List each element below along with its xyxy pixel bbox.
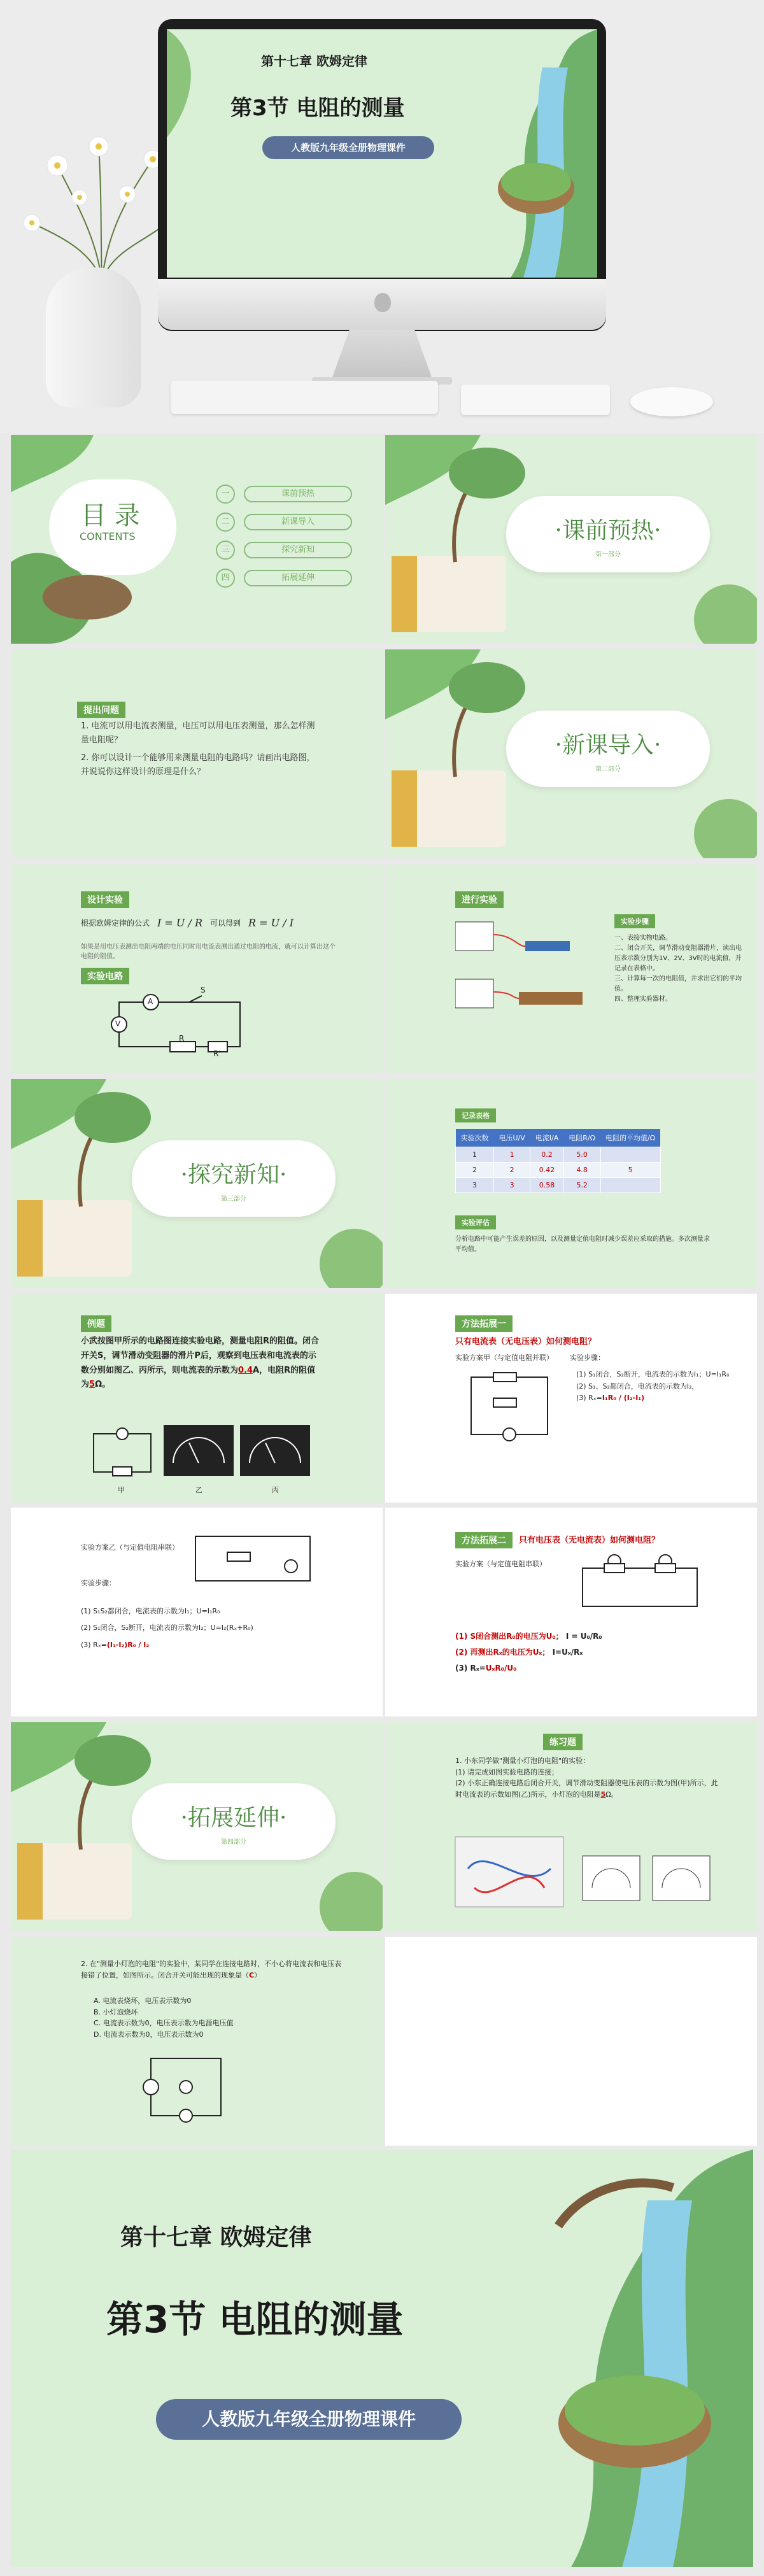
table-cell bbox=[600, 1147, 660, 1163]
section-pill bbox=[506, 496, 710, 572]
practice-text bbox=[455, 1755, 723, 1800]
practice-figures bbox=[449, 1830, 729, 1913]
example-tag: 例题 bbox=[81, 1315, 111, 1332]
question-2: 2. 你可以设计一个能够用来测量电阻的电路吗？请画出电路图，并说说你这样设计的原理是什么？ bbox=[81, 753, 315, 777]
example-text bbox=[81, 1334, 323, 1392]
method2-plan: 实验方案（与定值电阻串联） bbox=[455, 1560, 546, 1568]
toc-label: 探究新知 bbox=[244, 542, 352, 558]
circuit-tag: 实验电路 bbox=[81, 968, 129, 984]
eval-tag: 实验评估 bbox=[455, 1215, 496, 1229]
table-cell: 1 bbox=[494, 1147, 530, 1163]
final-chapter: 第十七章 欧姆定律 bbox=[120, 2225, 312, 2251]
method1-step-2: (2) S₁、S₂都闭合，电流表的示数为I₂， bbox=[576, 1382, 699, 1391]
formula-line bbox=[81, 917, 294, 929]
table-header: 实验次数 bbox=[456, 1129, 494, 1147]
final-banner bbox=[11, 2149, 753, 2567]
slide-method-1 bbox=[385, 1294, 757, 1503]
toc-label: 拓展延伸 bbox=[244, 570, 352, 586]
toc-label: 课前预热 bbox=[244, 486, 352, 502]
table-cell: 5.2 bbox=[563, 1178, 600, 1193]
section-subtitle: 第四部分 bbox=[221, 1839, 246, 1846]
hero-mockup bbox=[0, 0, 764, 433]
hero-title: 第3节 电阻的测量 bbox=[230, 96, 405, 121]
formula-1: I = U / R bbox=[157, 917, 203, 929]
apple-logo-icon bbox=[374, 293, 391, 312]
slide-method-2 bbox=[385, 1508, 757, 1716]
contents-subtitle: CONTENTS bbox=[80, 530, 136, 542]
method1-plan: 实验方案甲（与定值电阻并联） bbox=[455, 1354, 553, 1362]
table-cell: 3 bbox=[456, 1178, 494, 1193]
formula-connector: 可以得到 bbox=[210, 919, 241, 928]
circuit-diagram bbox=[106, 989, 253, 1059]
contents-title: 目 录 bbox=[81, 501, 140, 530]
figure-label-b: 乙 bbox=[195, 1486, 202, 1494]
method2-step-2: (2) 再测出Rₓ的电压为Uₓ； bbox=[455, 1648, 550, 1657]
slide-method-1b bbox=[11, 1508, 383, 1716]
steps-tag: 实验步骤 bbox=[614, 914, 655, 928]
method1-formula: I₁R₀ / (I₂-I₁) bbox=[602, 1394, 645, 1403]
table-cell: 5.0 bbox=[563, 1147, 600, 1163]
step-3: 三、计算每一次的电阻值，并求出它们的平均值。 bbox=[614, 975, 742, 993]
example-answer-2: 5 bbox=[89, 1380, 96, 1390]
meter-dials bbox=[164, 1425, 310, 1482]
slide-design bbox=[11, 865, 383, 1073]
method1b-step-1: (1) S₁S₂都闭合，电流表的示数为I₁；U=I₁R₀ bbox=[81, 1607, 220, 1615]
trackpad bbox=[461, 385, 610, 415]
practice2-question bbox=[81, 1958, 348, 1981]
slide-question bbox=[11, 649, 383, 858]
proceed-tag: 进行实验 bbox=[455, 891, 504, 908]
slide-section-2 bbox=[385, 649, 757, 858]
design-tag: 设计实验 bbox=[81, 891, 129, 908]
toc-number: 三 bbox=[216, 541, 235, 560]
toc-item-2[interactable] bbox=[216, 513, 370, 532]
steps-list bbox=[614, 933, 742, 1005]
table-header: 电压U/V bbox=[494, 1129, 530, 1147]
example-answer-1: 0.4 bbox=[238, 1365, 253, 1375]
section-subtitle: 第三部分 bbox=[221, 1196, 246, 1203]
practice2-circuit bbox=[138, 2049, 234, 2125]
method2-steps bbox=[455, 1629, 748, 1677]
method2-formula: UₓR₀/U₀ bbox=[485, 1664, 517, 1673]
mouse bbox=[630, 387, 713, 416]
table-cell: 1 bbox=[456, 1147, 494, 1163]
slide-practice-2 bbox=[11, 1937, 383, 2146]
method1-step-1: (1) S₁闭合，S₂断开，电流表的示数为I₁；U=I₁R₀ bbox=[576, 1370, 730, 1378]
rheostat-label: R' bbox=[213, 1049, 221, 1058]
table-header: 电阻的平均值/Ω bbox=[600, 1129, 660, 1147]
record-table bbox=[455, 1129, 661, 1193]
toc-item-4[interactable] bbox=[216, 569, 370, 588]
practice-unit: Ω。 bbox=[605, 1790, 618, 1799]
table-cell: 0.2 bbox=[530, 1147, 563, 1163]
resistor-label: R bbox=[179, 1034, 185, 1043]
method1-tag: 方法拓展一 bbox=[455, 1315, 513, 1332]
method1-title: 只有电流表（无电压表）如何测电阻？ bbox=[455, 1337, 597, 1347]
section-pill bbox=[132, 1140, 336, 1217]
final-badge: 人教版九年级全册物理课件 bbox=[156, 2399, 462, 2440]
table-row bbox=[456, 1163, 661, 1178]
slide-section-4 bbox=[11, 1722, 383, 1931]
method1b-circuit bbox=[189, 1527, 316, 1590]
option-b: B. 小灯泡烧坏 bbox=[94, 2007, 138, 2016]
step-2: 二、闭合开关，调节滑动变阻器滑片，读出电压表示数分别为1V、2V、3V时的电流值，并记录在表格中。 bbox=[614, 945, 742, 972]
question-tag: 提出问题 bbox=[77, 702, 125, 718]
section-title: ·新课导入· bbox=[555, 732, 661, 758]
method2-step-3: (3) Rₓ= bbox=[455, 1664, 486, 1673]
table-tag: 记录表格 bbox=[455, 1108, 496, 1122]
example-circuit bbox=[87, 1427, 157, 1485]
design-note: 如果是用电压表测出电阻两端的电压同时用电流表测出通过电阻的电流，就可以计算出这个电阻的阻值。 bbox=[81, 944, 336, 960]
method2-tag: 方法拓展二 bbox=[455, 1532, 513, 1548]
section-subtitle: 第一部分 bbox=[595, 551, 621, 558]
final-title: 第3节 电阻的测量 bbox=[106, 2298, 404, 2341]
slide-table bbox=[385, 1079, 757, 1288]
formula-2: R = U / I bbox=[248, 917, 294, 929]
method2-step-1: (1) S闭合测出R₀的电压为U₀； bbox=[455, 1632, 563, 1641]
method1-steps-title: 实验步骤： bbox=[570, 1354, 605, 1362]
section-subtitle: 第二部分 bbox=[595, 766, 621, 773]
toc-item-1[interactable] bbox=[216, 485, 370, 504]
practice-question: 1. 小东同学做"测量小灯泡的电阻"的实验： bbox=[455, 1757, 590, 1765]
section-pill bbox=[506, 711, 710, 787]
slide-proceed bbox=[385, 865, 757, 1073]
slide-example bbox=[11, 1294, 383, 1503]
method1-steps bbox=[576, 1369, 735, 1405]
slide-section-3 bbox=[11, 1079, 383, 1288]
apparatus-photo bbox=[455, 916, 589, 1024]
practice2-end: ） bbox=[254, 1971, 262, 1979]
table-header: 电阻R/Ω bbox=[563, 1129, 600, 1147]
example-end: Ω。 bbox=[95, 1380, 111, 1390]
toc-number: 四 bbox=[216, 569, 235, 588]
slide-practice bbox=[385, 1722, 757, 1931]
table-header: 电流I/A bbox=[530, 1129, 563, 1147]
slide-contents bbox=[11, 435, 383, 644]
final-background-art bbox=[11, 2149, 753, 2567]
toc-item-3[interactable] bbox=[216, 541, 370, 560]
toc-label: 新课导入 bbox=[244, 514, 352, 530]
figure-label-a: 甲 bbox=[118, 1486, 125, 1494]
practice2-answer: C bbox=[249, 1971, 255, 1979]
voltmeter-label: V bbox=[115, 1019, 121, 1028]
table-cell: 0.58 bbox=[530, 1178, 563, 1193]
table-cell: 3 bbox=[494, 1178, 530, 1193]
table-cell bbox=[600, 1178, 660, 1193]
section-pill bbox=[132, 1783, 336, 1860]
method2-step-2b: I=Uₓ/Rₓ bbox=[552, 1648, 583, 1657]
ammeter-label: A bbox=[148, 997, 153, 1006]
question-1: 1. 电流可以用电流表测量，电压可以用电压表测量，那么怎样测量电阻呢？ bbox=[81, 721, 315, 746]
method2-step-1b: I = U₀/R₀ bbox=[565, 1632, 602, 1641]
hero-badge: 人教版九年级全册物理课件 bbox=[262, 136, 434, 159]
example-mid: A，电阻R的阻值为 bbox=[81, 1365, 316, 1390]
section-title: ·拓展延伸· bbox=[180, 1805, 287, 1831]
method1b-plan: 实验方案乙（与定值电阻串联） bbox=[81, 1543, 179, 1552]
practice-answer: 5 bbox=[600, 1790, 606, 1799]
table-row bbox=[456, 1147, 661, 1163]
table-cell: 0.42 bbox=[530, 1163, 563, 1178]
formula-intro: 根据欧姆定律的公式 bbox=[81, 919, 150, 928]
method1-circuit bbox=[462, 1368, 557, 1444]
section-title: ·课前预热· bbox=[555, 518, 661, 544]
step-1: 一、表接实物电路。 bbox=[614, 935, 672, 942]
hero-chapter: 第十七章 欧姆定律 bbox=[261, 53, 367, 69]
option-c: C. 电流表示数为0，电压表示数为电源电压值 bbox=[94, 2019, 234, 2028]
monitor-stand bbox=[331, 330, 433, 381]
option-d: D. 电流表示数为0，电压表示数为0 bbox=[94, 2030, 204, 2039]
table-cell: 2 bbox=[456, 1163, 494, 1178]
figure-label-c: 丙 bbox=[272, 1486, 279, 1494]
method1-step-3: (3) Rₓ= bbox=[576, 1394, 602, 1403]
method1b-steps bbox=[81, 1603, 348, 1653]
practice-sub-1: (1) 请完成如图实验电路的连接； bbox=[455, 1767, 559, 1776]
monitor-screen bbox=[167, 29, 597, 278]
practice-tag: 练习题 bbox=[543, 1734, 583, 1750]
section-title: ·探究新知· bbox=[180, 1162, 287, 1188]
toc-number: 一 bbox=[216, 485, 235, 504]
slide-section-1 bbox=[385, 435, 757, 644]
practice2-options bbox=[94, 1995, 348, 2040]
table-cell: 5 bbox=[600, 1163, 660, 1178]
vase bbox=[46, 267, 141, 407]
method1b-steps-title: 实验步骤： bbox=[81, 1579, 116, 1587]
method2-title: 只有电压表（无电流表）如何测电阻？ bbox=[519, 1536, 660, 1545]
eval-text: 分析电路中可能产生误差的原因，以及测量定值电阻时减少误差应采取的措施。多次测量求平均值。 bbox=[455, 1236, 710, 1253]
practice2-question-text: 2. 在"测量小灯泡的电阻"的实验中，某同学在连接电路时，不小心将电流表和电压表接错了位置，如图所示。闭合开关可能出现的现象是（ bbox=[81, 1960, 342, 1979]
step-4: 四、整理实验器材。 bbox=[614, 996, 672, 1003]
option-a: A. 电流表烧坏，电压表示数为0 bbox=[94, 1997, 192, 2005]
table-cell: 2 bbox=[494, 1163, 530, 1178]
slide-blank bbox=[385, 1937, 757, 2146]
switch-label: S bbox=[201, 986, 206, 994]
method2-circuit bbox=[576, 1552, 704, 1616]
table-row bbox=[456, 1178, 661, 1193]
method1b-formula: (I₁-I₂)R₀ / I₂ bbox=[106, 1640, 150, 1649]
example-body: 小武按图甲所示的电路图连接实验电路，测量电阻R的阻值。闭合开关S，调节滑动变阻器的滑片P后，观察到电压表和电流表的示数分别如图乙、丙所示，则电流表的示数为 bbox=[81, 1336, 320, 1375]
method1b-step-2: (2) S₁闭合，S₂断开，电流表的示数为I₂；U=I₂(Rₓ+R₀) bbox=[81, 1624, 253, 1632]
practice-sub-2: (2) 小东正确连接电路后闭合开关，调节滑动变阻器使电压表的示数为图(甲)所示，此时电流表的示数如图(乙)所示，小灯泡的电阻是 bbox=[455, 1779, 718, 1799]
keyboard bbox=[171, 381, 438, 414]
method1b-step-3: (3) Rₓ= bbox=[81, 1640, 107, 1649]
table-cell: 4.8 bbox=[563, 1163, 600, 1178]
toc-number: 二 bbox=[216, 513, 235, 532]
